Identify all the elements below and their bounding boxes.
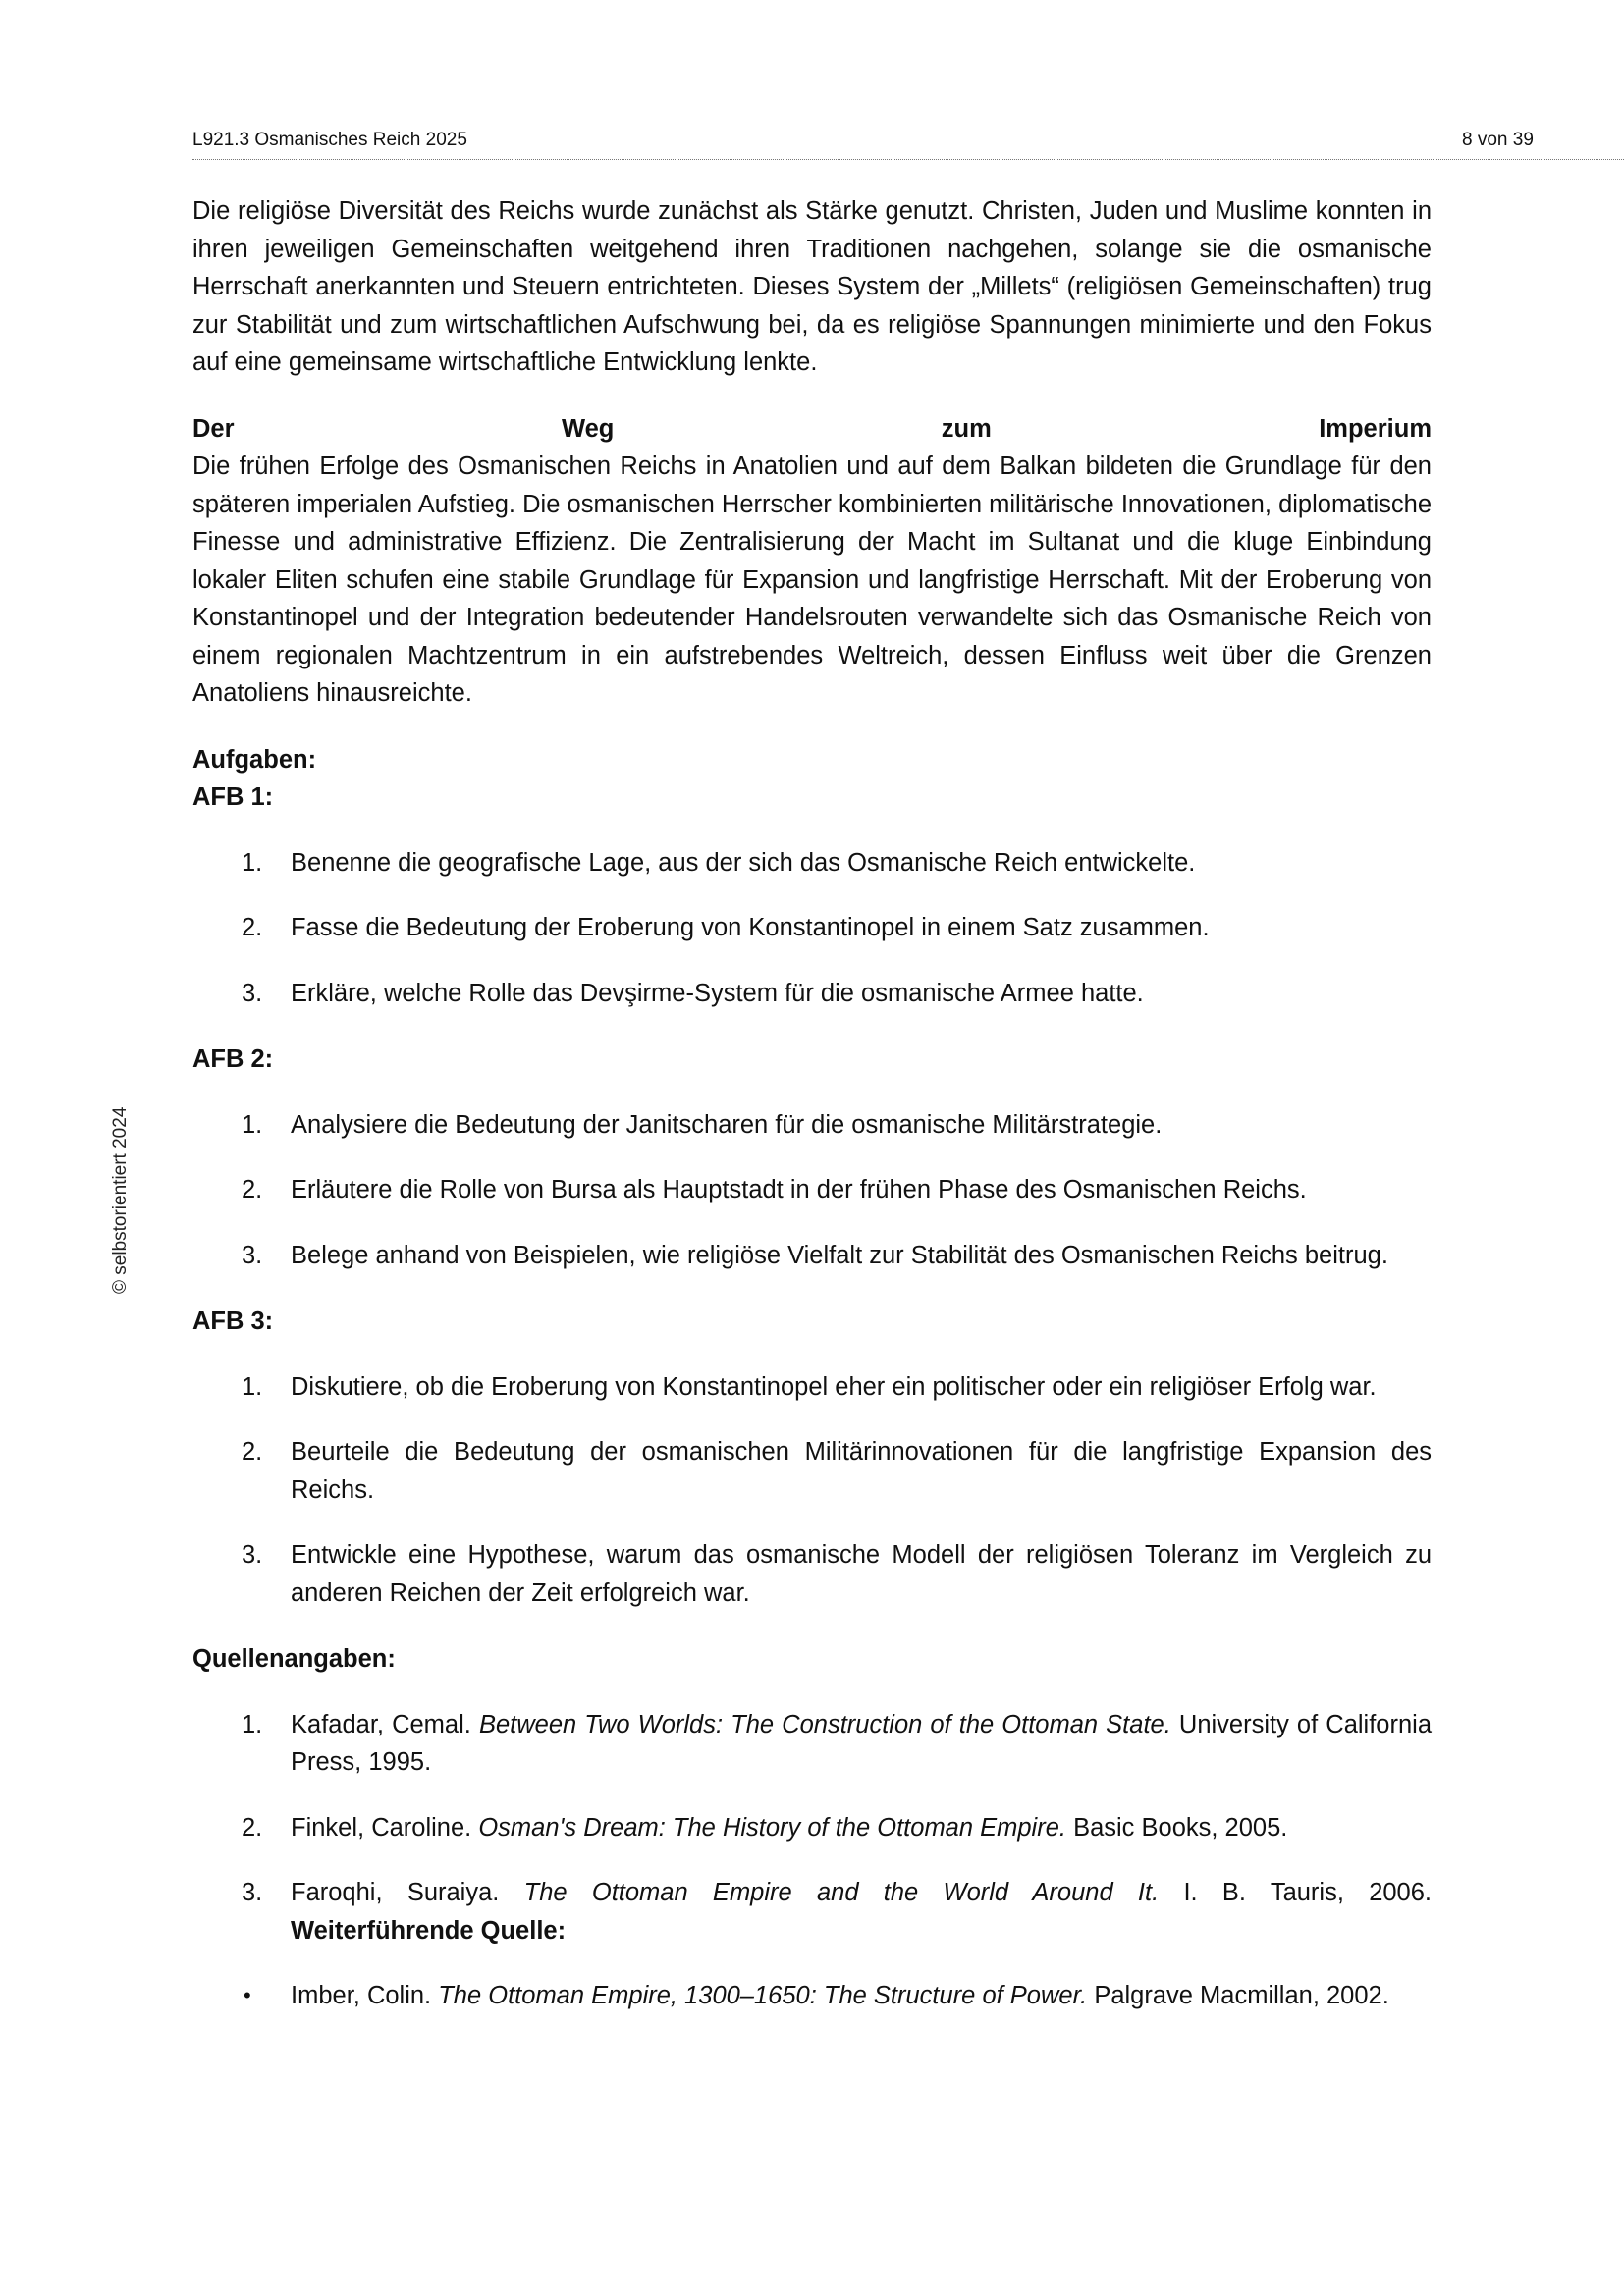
page-header — [192, 128, 1624, 160]
list-item: 2. Fasse die Bedeutung der Eroberung von Konstantinopel in einem Satz zusammen. — [242, 914, 1210, 941]
document-title: L921.3 Osmanisches Reich 2025 — [192, 130, 467, 150]
heading-word: Der — [192, 414, 235, 443]
afb2-label: AFB 2: — [192, 1045, 274, 1073]
list-item: 1. Kafadar, Cemal. Between Two Worlds: The Construction of the Ottoman State. University of California Press, 1995. — [242, 1710, 1432, 1776]
further-sources-list — [192, 1977, 1432, 2015]
page-content — [192, 192, 1432, 2015]
sources-title: Quellenangaben: — [192, 1645, 396, 1673]
heading-word: zum — [941, 414, 992, 443]
intro-paragraph: Die religiöse Diversität des Reichs wurde zunächst als Stärke genutzt. Christen, Juden und Muslime konnten in ihren jeweiligen Gemeinschaften weitgehend ihren Traditionen nachgehen, solange sie die osmanische Herrschaft anerkannten und Steuern entrichteten. Dieses System der „Millets“ (religiösen Gemeinschaften) trug zur Stabilität und zum wirtschaftlichen Aufschwung bei, da es religiöse Spannungen minimierte und den Fokus auf eine gemeinsame wirtschaftliche Entwicklung lenkte. — [192, 197, 1432, 376]
further-source-title: Weiterführende Quelle: — [291, 1916, 567, 1945]
list-item: 2. Finkel, Caroline. Osman's Dream: The History of the Ottoman Empire. Basic Books, 2005. — [242, 1813, 1288, 1842]
afb2-list — [192, 1106, 1432, 1275]
heading-word: Weg — [561, 414, 615, 443]
list-item: 2. Erläutere die Rolle von Bursa als Hauptstadt in der frühen Phase des Osmanischen Reichs. — [242, 1176, 1307, 1203]
list-item: 1. Benenne die geografische Lage, aus der sich das Osmanische Reich entwickelte. — [242, 848, 1196, 877]
afb3-list — [192, 1368, 1432, 1613]
afb1-label: AFB 1: — [192, 783, 274, 811]
afb1-list — [192, 844, 1432, 1013]
sources-list — [192, 1706, 1432, 1950]
list-item: 3. Entwickle eine Hypothese, warum das osmanische Modell der religiösen Toleranz im Vergleich zu anderen Reichen der Zeit erfolgreich war. — [242, 1541, 1432, 1607]
tasks-title: Aufgaben: — [192, 745, 317, 774]
bullet: • — [244, 1983, 251, 2007]
list-item: 1. Analysiere die Bedeutung der Janitscharen für die osmanische Militärstrategie. — [242, 1110, 1163, 1139]
list-item: 3. Faroqhi, Suraiya. The Ottoman Empire and the World Around It. I. B. Tauris, 2006. Weiterführende Quelle: — [192, 1874, 1432, 1949]
section-paragraph: Die frühen Erfolge des Osmanischen Reichs in Anatolien und auf dem Balkan bildeten die Grundlage für den späteren imperialen Aufstieg. Die osmanischen Herrscher kombinierten militärische Innovationen, diplomatische Finesse und administrative Effizienz. Die Zentralisierung der Macht im Sultanat und die kluge Einbindung lokaler Eliten schufen eine stabile Grundlage für Expansion und langfristige Herrschaft. Mit der Eroberung von Konstantinopel und der Integration bedeutender Handelsrouten verwandelte sich das Osmanische Reich von einem regionalen Machtzentrum in ein aufstrebendes Weltreich, dessen Einfluss weit über die Grenzen Anatoliens hinausreichte. — [192, 453, 1432, 707]
heading-word: Imperium — [1319, 414, 1432, 443]
list-item: 2. Beurteile die Bedeutung der osmanischen Militärinnovationen für die langfristige Expansion des Reichs. — [242, 1438, 1432, 1504]
afb3-label: AFB 3: — [192, 1308, 274, 1335]
page-number: 8 von 39 — [1462, 130, 1534, 150]
list-item: 1. Diskutiere, ob die Eroberung von Konstantinopel eher ein politischer oder ein religiöser Erfolg war. — [242, 1372, 1377, 1401]
list-item: 3. Erkläre, welche Rolle das Devşirme-System für die osmanische Armee hatte. — [242, 979, 1144, 1007]
list-item: • Imber, Colin. The Ottoman Empire, 1300–1650: The Structure of Power. Palgrave Macmillan, 2002. — [192, 1977, 1432, 2015]
section-heading — [192, 410, 1432, 449]
copyright-note: © selbstorientiert 2024 — [110, 1106, 131, 1294]
list-item: 3. Belege anhand von Beispielen, wie religiöse Vielfalt zur Stabilität des Osmanischen Reichs beitrug. — [242, 1241, 1388, 1269]
